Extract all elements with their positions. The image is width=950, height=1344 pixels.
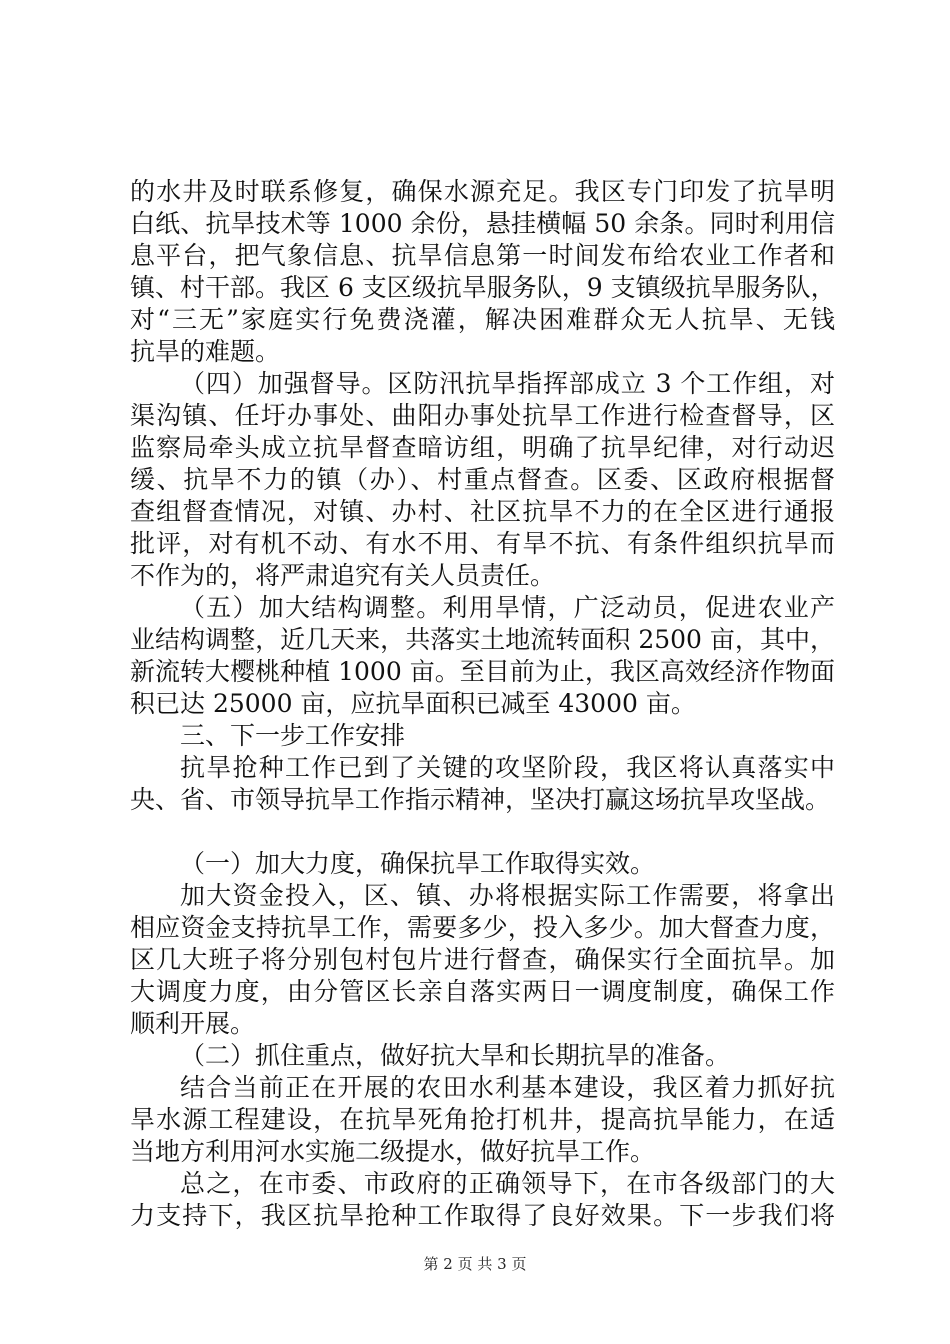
text-line: 总之，在市委、市政府的正确领导下，在市各级部门的大 — [180, 1169, 835, 1198]
text-line: 不作为的，将严肃追究有关人员责任。 — [130, 561, 556, 590]
page-number-footer: 第 2 页 共 3 页 — [423, 1255, 527, 1273]
text-line: 积已达 25000 亩，应抗旱面积已减至 43000 亩。 — [130, 689, 696, 718]
text-line: 对“三无”家庭实行免费浇灌，解决困难群众无人抗旱、无钱 — [130, 305, 835, 334]
section-heading-line: （四）加强督导。区防汛抗旱指挥部成立 3 个工作组，对 — [180, 369, 835, 398]
text-line: 旱水源工程建设，在抗旱死角抢打机井，提高抗旱能力，在适 — [130, 1105, 835, 1134]
text-line: 批评，对有机不动、有水不用、有旱不抗、有条件组织抗旱而 — [130, 529, 835, 558]
text-line: 大调度力度，由分管区长亲自落实两日一调度制度，确保工作 — [130, 977, 835, 1006]
text-line: 息平台，把气象信息、抗旱信息第一时间发布给农业工作者和 — [130, 241, 835, 270]
text-line: 相应资金支持抗旱工作，需要多少，投入多少。加大督查力度， — [130, 913, 835, 942]
text-line: 当地方利用河水实施二级提水，做好抗旱工作。 — [130, 1137, 656, 1166]
subsection-heading: （一）加大力度，确保抗旱工作取得实效。 — [180, 849, 656, 878]
text-line: 监察局牵头成立抗旱督查暗访组，明确了抗旱纪律，对行动迟 — [130, 433, 835, 462]
text-line: 抗旱的难题。 — [130, 337, 281, 366]
text-line: 缓、抗旱不力的镇（办）、村重点督查。区委、区政府根据督 — [130, 465, 835, 494]
text-line: 抗旱抢种工作已到了关键的攻坚阶段，我区将认真落实中 — [180, 753, 835, 782]
document-body — [130, 176, 835, 1232]
text-line: 区几大班子将分别包村包片进行督查，确保实行全面抗旱。加 — [130, 945, 835, 974]
text-line: 白纸、抗旱技术等 1000 余份，悬挂横幅 50 余条。同时利用信 — [130, 209, 835, 238]
text-line: 顺利开展。 — [130, 1009, 256, 1038]
section-title: 三、下一步工作安排 — [180, 721, 406, 750]
text-line: 的水井及时联系修复，确保水源充足。我区专门印发了抗旱明 — [130, 177, 835, 206]
section-heading-line: （五）加大结构调整。利用旱情，广泛动员，促进农业产 — [180, 593, 835, 622]
text-line: 结合当前正在开展的农田水利基本建设，我区着力抓好抗 — [180, 1073, 835, 1102]
text-line: 查组督查情况，对镇、办村、社区抗旱不力的在全区进行通报 — [130, 497, 835, 526]
text-line: 加大资金投入，区、镇、办将根据实际工作需要，将拿出 — [180, 881, 835, 910]
text-line: 新流转大樱桃种植 1000 亩。至目前为止，我区高效经济作物面 — [130, 657, 835, 686]
text-line: 镇、村干部。我区 6 支区级抗旱服务队，9 支镇级抗旱服务队， — [130, 273, 836, 302]
subsection-heading: （二）抓住重点，做好抗大旱和长期抗旱的准备。 — [180, 1041, 731, 1070]
text-line: 渠沟镇、任圩办事处、曲阳办事处抗旱工作进行检查督导，区 — [130, 401, 835, 430]
text-line: 业结构调整，近几天来，共落实土地流转面积 2500 亩，其中， — [130, 625, 835, 654]
text-line: 央、省、市领导抗旱工作指示精神，坚决打赢这场抗旱攻坚战。 — [130, 785, 831, 814]
text-line: 力支持下，我区抗旱抢种工作取得了良好效果。下一步我们将 — [130, 1201, 835, 1230]
